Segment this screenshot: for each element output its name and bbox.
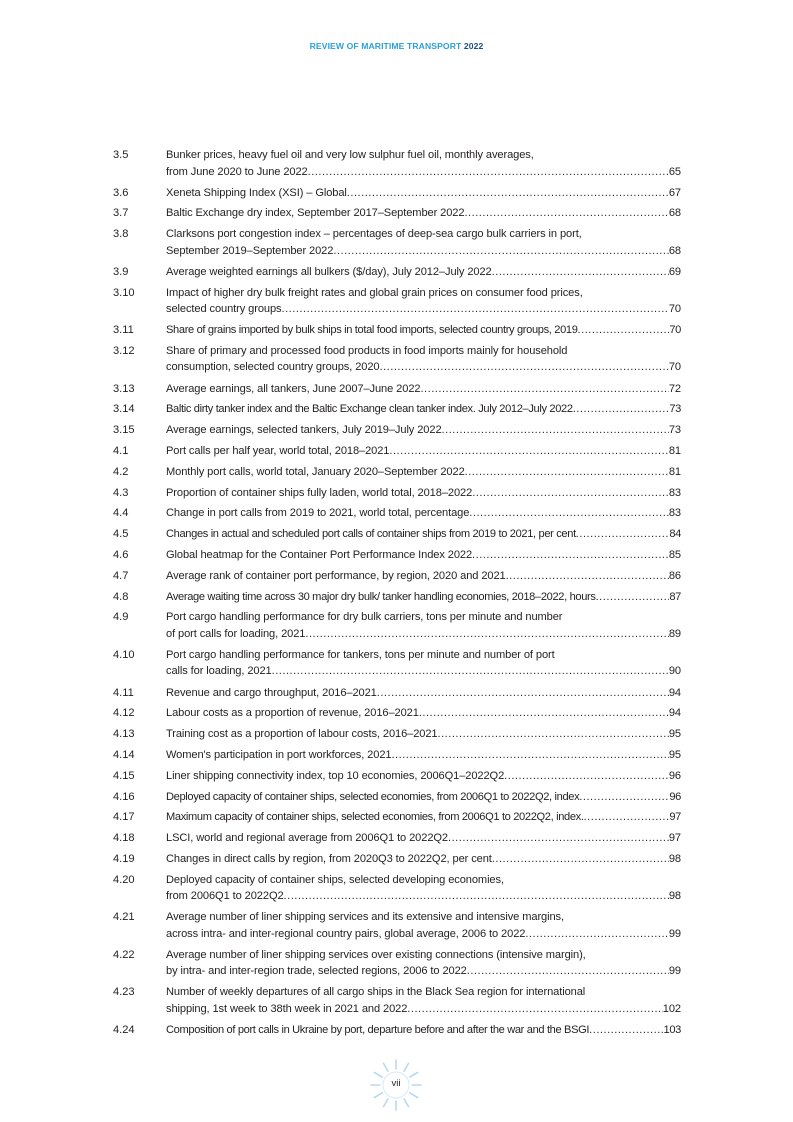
figure-number: 3.14: [113, 403, 135, 416]
page-ref[interactable]: 68: [668, 207, 681, 220]
figure-number: 4.17: [113, 811, 135, 824]
figure-title-line: Revenue and cargo throughput, 2016–2021: [166, 686, 377, 699]
list-item[interactable]: [113, 464, 681, 481]
page-number: vii: [391, 1078, 401, 1089]
list-item[interactable]: [113, 685, 681, 702]
page-ref[interactable]: 89: [668, 627, 681, 640]
figure-number: 4.12: [113, 707, 135, 720]
figure-title: [166, 768, 681, 785]
page-ref[interactable]: 94: [668, 707, 681, 720]
list-item[interactable]: [113, 485, 681, 502]
page-ref[interactable]: 73: [669, 403, 681, 416]
page-ref[interactable]: 87: [669, 590, 681, 603]
figure-title: [166, 147, 681, 180]
figure-title-line: Average weighted earnings all bulkers ($/day), July 2012–July 2022: [166, 265, 492, 278]
list-item[interactable]: [113, 872, 681, 905]
list-item[interactable]: [113, 947, 681, 980]
list-item[interactable]: [113, 322, 681, 339]
figure-title-line: LSCI, world and regional average from 2006Q1 to 2022Q2: [166, 832, 448, 845]
figure-title-line: Baltic Exchange dry index, September 2017–September 2022: [166, 207, 465, 220]
header-year: 2022: [463, 41, 484, 51]
figure-title-line: Share of grains imported by bulk ships in total food imports, selected country groups, 2019: [166, 324, 578, 337]
page-ref[interactable]: 96: [668, 769, 681, 782]
figure-number: 3.12: [113, 344, 135, 357]
figure-title: [166, 505, 681, 522]
figure-title-line: across intra- and inter-regional country pairs, global average, 2006 to 2022: [166, 927, 526, 940]
sun-ray: [384, 1063, 389, 1071]
figure-number: 4.4: [113, 507, 129, 520]
figure-title: [166, 464, 681, 481]
figure-number: 3.5: [113, 149, 129, 161]
figure-title-line: Average earnings, all tankers, June 2007–June 2022: [166, 382, 421, 395]
dot-leader: [472, 547, 669, 564]
dot-leader: [272, 663, 669, 680]
figure-title-line: Port cargo handling performance for tankers, tons per minute and number of port: [166, 648, 555, 661]
dot-leader: [576, 526, 670, 543]
figure-number: 3.8: [113, 228, 129, 241]
figure-title-line: Women's participation in port workforces, 2021: [166, 748, 392, 761]
dot-leader: [282, 301, 669, 318]
header-title: REVIEW OF MARITIME TRANSPORT: [309, 41, 462, 51]
figure-title: [166, 809, 681, 826]
figure-title-line: Bunker prices, heavy fuel oil and very low sulphur fuel oil, monthly averages,: [166, 149, 534, 161]
dot-leader: [467, 963, 669, 980]
figure-number: 4.23: [113, 986, 135, 999]
dot-leader: [448, 830, 669, 847]
page-ref[interactable]: 68: [668, 244, 681, 257]
figure-title-line: from 2006Q1 to 2022Q2: [166, 890, 284, 903]
figure-title-line: Impact of higher dry bulk freight rates and global grain prices on consumer food prices,: [166, 286, 583, 299]
dot-leader: [347, 185, 669, 202]
figure-number: 4.10: [113, 648, 135, 661]
figure-title: [166, 830, 681, 847]
figure-title-line: Changes in actual and scheduled port calls of container ships from 2019 to 2021, per cent: [166, 528, 576, 541]
figure-title: [166, 226, 681, 259]
page-ref[interactable]: 90: [668, 665, 681, 678]
page-ref[interactable]: 97: [668, 832, 681, 845]
list-item[interactable]: [113, 984, 681, 1017]
figure-title: [166, 568, 681, 585]
figure-number: 3.6: [113, 186, 129, 199]
page-ref[interactable]: 97: [669, 811, 681, 824]
figure-title-line: Composition of port calls in Ukraine by port, departure before and after the war and the BSGI: [166, 1024, 590, 1037]
figure-number: 3.13: [113, 382, 135, 395]
figure-number: 4.7: [113, 569, 129, 582]
figure-number: 4.9: [113, 611, 129, 624]
dot-leader: [525, 926, 669, 943]
list-item[interactable]: [113, 443, 681, 460]
dot-leader: [391, 747, 668, 764]
figure-title-line: Deployed capacity of container ships, selected developing economies,: [166, 873, 504, 886]
page-ref[interactable]: 84: [669, 528, 681, 541]
figure-title-line: Average earnings, selected tankers, July 2019–July 2022: [166, 424, 442, 437]
figure-number: 4.22: [113, 948, 135, 961]
figure-title-line: Global heatmap for the Container Port Performance Index 2022: [166, 548, 473, 561]
list-item[interactable]: [113, 789, 681, 806]
figure-title-line: Liner shipping connectivity index, top 10 economies, 2006Q1–2022Q2: [166, 769, 505, 782]
page-ref[interactable]: 70: [668, 361, 681, 374]
sun-ray: [374, 1093, 382, 1098]
figure-title: [166, 1022, 681, 1039]
figure-number: 3.7: [113, 207, 129, 220]
figure-number: 4.21: [113, 911, 135, 924]
figure-title-line: calls for loading, 2021: [166, 665, 272, 678]
figure-number: 4.13: [113, 728, 135, 741]
figure-title-line: shipping, 1st week to 38th week in 2021 and 2022: [166, 1002, 408, 1015]
figure-title-line: Average number of liner shipping services and its extensive and intensive margins,: [166, 911, 564, 924]
figure-number: 4.1: [113, 444, 129, 457]
list-item[interactable]: [113, 381, 681, 398]
figure-title: [166, 851, 681, 868]
figure-title: [166, 401, 681, 418]
figure-title: [166, 984, 681, 1017]
dot-leader: [472, 485, 669, 502]
figure-title: [166, 343, 681, 376]
page-ref[interactable]: 103: [663, 1024, 681, 1037]
figure-title-line: Monthly port calls, world total, January 2020–September 2022: [166, 465, 465, 478]
figure-title: [166, 547, 681, 564]
page-ref[interactable]: 99: [668, 927, 681, 940]
page-ref[interactable]: 83: [668, 507, 681, 520]
figure-number: 4.16: [113, 790, 135, 803]
dot-leader: [305, 626, 669, 643]
figure-title-line: Training cost as a proportion of labour costs, 2016–2021: [166, 728, 438, 741]
page-ref[interactable]: 98: [668, 852, 681, 865]
dot-leader: [469, 505, 669, 522]
list-item[interactable]: [113, 1022, 681, 1039]
sun-ray: [410, 1073, 418, 1078]
figure-title: [166, 872, 681, 905]
figure-title-line: Changes in direct calls by region, from 2020Q3 to 2022Q2, per cent: [166, 852, 492, 865]
page-ref[interactable]: 96: [669, 790, 681, 803]
figure-title-line: September 2019–September 2022: [166, 244, 334, 257]
list-item[interactable]: [113, 830, 681, 847]
figure-title-line: Average number of liner shipping services over existing connections (intensive margin),: [166, 948, 586, 961]
figure-number: 4.18: [113, 832, 135, 845]
figure-title: [166, 285, 681, 318]
figure-title-line: Xeneta Shipping Index (XSI) – Global: [166, 186, 347, 199]
figure-number: 4.5: [113, 528, 129, 541]
figure-title-line: Port calls per half year, world total, 2018–2021: [166, 444, 390, 457]
list-item[interactable]: [113, 205, 681, 222]
page-ref[interactable]: 69: [668, 265, 681, 278]
figure-title: [166, 322, 681, 339]
dot-leader: [492, 264, 669, 281]
figure-number: 4.20: [113, 873, 135, 886]
page-ref[interactable]: 83: [668, 486, 681, 499]
figure-title: [166, 381, 681, 398]
page-ref[interactable]: 94: [668, 686, 681, 699]
figure-title: [166, 589, 681, 606]
list-item[interactable]: [113, 747, 681, 764]
page-ref[interactable]: 98: [668, 890, 681, 903]
page-ref[interactable]: 67: [668, 186, 681, 199]
figure-title: [166, 185, 681, 202]
page-ref[interactable]: 95: [668, 728, 681, 741]
figure-title: [166, 726, 681, 743]
figure-title: [166, 443, 681, 460]
page-ref[interactable]: 70: [668, 303, 681, 316]
figure-title-line: of port calls for loading, 2021: [166, 627, 306, 640]
figure-title-line: selected country groups: [166, 303, 282, 316]
figure-title-line: by intra- and inter-region trade, selected regions, 2006 to 2022: [166, 965, 467, 978]
list-item[interactable]: [113, 505, 681, 522]
dot-leader: [284, 888, 669, 905]
dot-leader: [578, 322, 670, 339]
figure-number: 3.11: [113, 324, 134, 337]
figure-title: [166, 909, 681, 942]
sun-ray: [374, 1073, 382, 1078]
dot-leader: [407, 1001, 662, 1018]
dot-leader: [438, 726, 669, 743]
figure-title: [166, 685, 681, 702]
list-item[interactable]: [113, 809, 681, 826]
figure-title: [166, 485, 681, 502]
list-item[interactable]: [113, 768, 681, 785]
page-ref[interactable]: 73: [668, 424, 681, 437]
figure-number: 4.2: [113, 465, 129, 478]
page-ref[interactable]: 72: [668, 382, 681, 395]
list-item[interactable]: [113, 568, 681, 585]
figure-title-line: Deployed capacity of container ships, selected economies, from 2006Q1 to 2022Q2, index: [166, 790, 580, 803]
dot-leader: [584, 809, 670, 826]
sun-ray: [410, 1093, 418, 1098]
list-item[interactable]: [113, 526, 681, 543]
list-item[interactable]: [113, 147, 681, 180]
figure-title: [166, 647, 681, 680]
list-item[interactable]: [113, 343, 681, 376]
figure-title: [166, 609, 681, 642]
figure-title-line: Proportion of container ships fully laden, world total, 2018–2022: [166, 486, 473, 499]
list-item[interactable]: [113, 705, 681, 722]
list-item[interactable]: [113, 401, 681, 418]
sun-ray: [384, 1099, 389, 1107]
dot-leader: [333, 243, 669, 260]
page-ref[interactable]: 81: [668, 465, 681, 478]
figure-title-line: Number of weekly departures of all cargo ships in the Black Sea region for international: [166, 986, 586, 999]
dot-leader: [596, 589, 670, 606]
figure-number: 3.10: [113, 286, 135, 299]
figure-title: [166, 705, 681, 722]
figure-number: 4.11: [113, 686, 134, 699]
list-item[interactable]: [113, 609, 681, 642]
figure-number: 4.3: [113, 486, 129, 499]
sun-ray: [404, 1099, 409, 1107]
dot-leader: [419, 705, 669, 722]
list-item[interactable]: [113, 264, 681, 281]
list-item[interactable]: [113, 547, 681, 564]
figure-number: 4.19: [113, 852, 135, 865]
dot-leader: [579, 789, 669, 806]
dot-leader: [420, 381, 668, 398]
page-ref[interactable]: 102: [662, 1002, 681, 1015]
figure-number: 4.8: [113, 590, 129, 603]
figure-title-line: consumption, selected country groups, 2020: [166, 361, 380, 374]
figure-number: 3.15: [113, 424, 135, 437]
dot-leader: [573, 401, 670, 418]
figure-number: 4.24: [113, 1024, 135, 1037]
list-item[interactable]: [113, 185, 681, 202]
dot-leader: [465, 464, 669, 481]
figure-title: [166, 947, 681, 980]
page-footer: [366, 1058, 426, 1114]
page-ref[interactable]: 86: [668, 569, 681, 582]
figure-title-line: Change in port calls from 2019 to 2021, world total, percentage: [166, 507, 470, 520]
figure-number: 4.15: [113, 769, 135, 782]
dot-leader: [377, 685, 669, 702]
figure-title-line: Average rank of container port performance, by region, 2020 and 2021: [166, 569, 506, 582]
list-item[interactable]: [113, 422, 681, 439]
list-item[interactable]: [113, 851, 681, 868]
page-ref[interactable]: 99: [668, 965, 681, 978]
list-item[interactable]: [113, 226, 681, 259]
list-of-figures: [113, 147, 681, 1043]
figure-title-line: Port cargo handling performance for dry bulk carriers, tons per minute and number: [166, 611, 563, 624]
list-item[interactable]: [113, 285, 681, 318]
figure-title-line: Baltic dirty tanker index and the Baltic Exchange clean tanker index. July 2012–July 2022: [166, 403, 573, 416]
dot-leader: [442, 422, 669, 439]
running-header: [0, 41, 793, 51]
figure-title: [166, 789, 681, 806]
figure-title: [166, 526, 681, 543]
dot-leader: [506, 568, 669, 585]
figure-title-line: Share of primary and processed food products in food imports mainly for household: [166, 344, 568, 357]
dot-leader: [464, 205, 668, 222]
figure-title-line: Clarksons port congestion index – percentages of deep-sea cargo bulk carriers in port,: [166, 228, 582, 241]
figure-title-line: from June 2020 to June 2022: [166, 165, 308, 178]
figure-number: 3.9: [113, 265, 129, 278]
figure-number: 4.6: [113, 548, 129, 561]
list-item[interactable]: [113, 726, 681, 743]
figure-title: [166, 747, 681, 764]
dot-leader: [389, 443, 668, 460]
list-item[interactable]: [113, 909, 681, 942]
dot-leader: [589, 1022, 663, 1039]
dot-leader: [308, 164, 669, 181]
page-ref[interactable]: 85: [668, 548, 681, 561]
page-ref[interactable]: 65: [668, 165, 681, 178]
list-item[interactable]: [113, 647, 681, 680]
dot-leader: [380, 359, 669, 376]
figure-title-line: Labour costs as a proportion of revenue, 2016–2021: [166, 707, 419, 720]
sun-ray: [404, 1063, 409, 1071]
dot-leader: [492, 851, 669, 868]
figure-number: 4.14: [113, 748, 135, 761]
figure-title: [166, 264, 681, 281]
page-ref[interactable]: 81: [668, 444, 681, 457]
page-ref[interactable]: 95: [668, 748, 681, 761]
dot-leader: [504, 768, 669, 785]
figure-title-line: Average waiting time across 30 major dry bulk/ tanker handling economies, 2018–2022, hours: [166, 590, 596, 603]
list-item[interactable]: [113, 589, 681, 606]
figure-title: [166, 205, 681, 222]
page-ref[interactable]: 70: [669, 324, 681, 337]
figure-title-line: Maximum capacity of container ships, selected economies, from 2006Q1 to 2022Q2, index.: [166, 811, 584, 824]
figure-title: [166, 422, 681, 439]
